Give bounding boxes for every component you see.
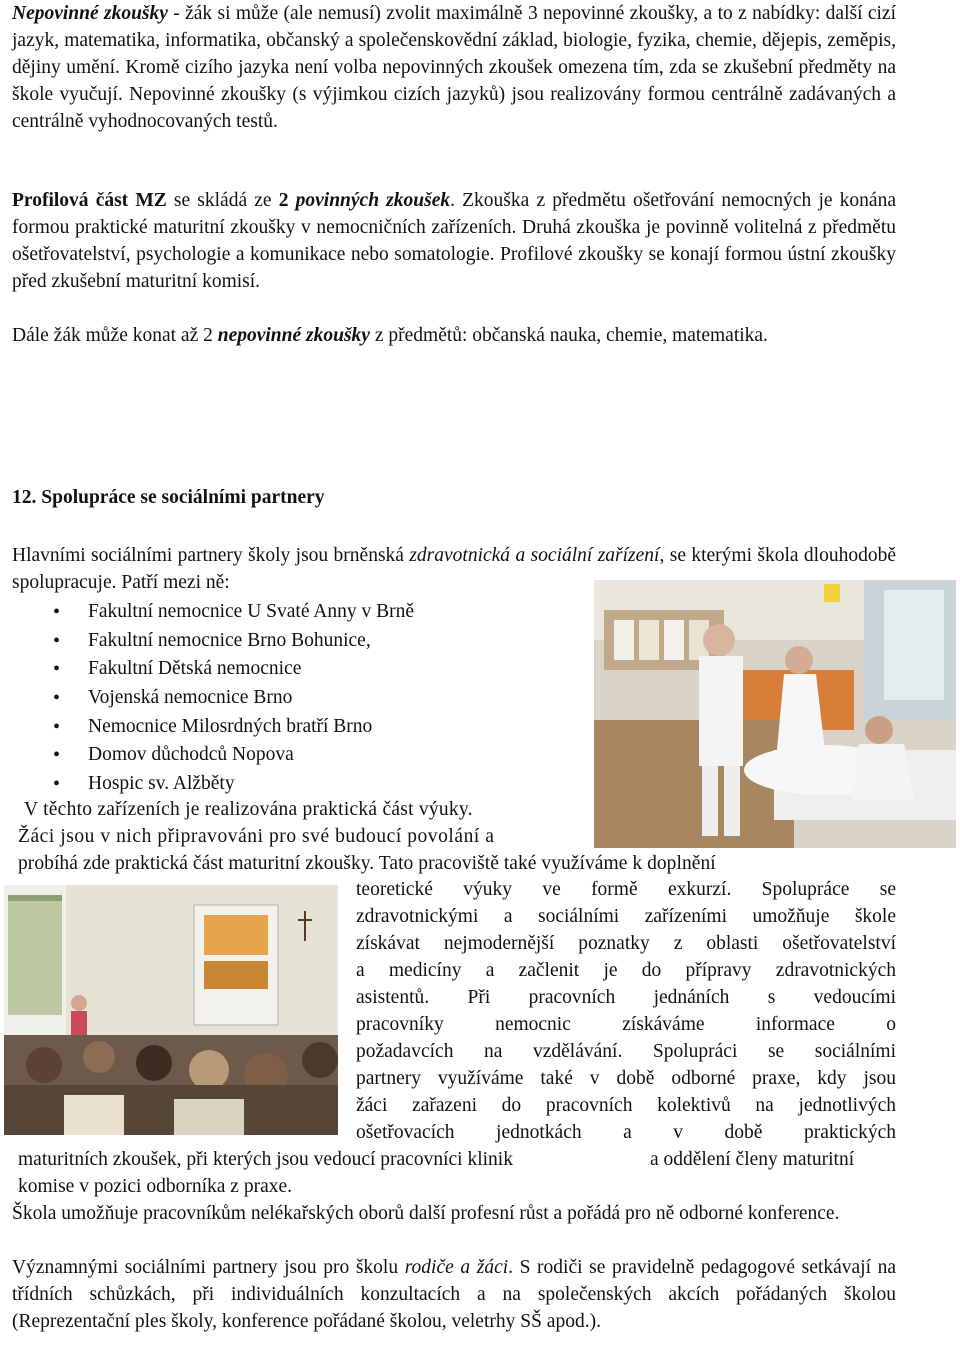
parents-post: . S rodiči se pravidelně pedagogové setkávají na třídních schůzkách, při individuálních konzultacích a na společenských akcích pořádaných školou (Reprezentační ples školy, konference pořádané školou, veletrhy SŠ apod.). [12, 1257, 896, 1332]
optional-subjects-text: z předmětů: občanská nauka, chemie, matematika. [369, 325, 768, 346]
list-item: • Hospic sv. Alžběty [12, 770, 572, 799]
column-line: a medicíny a začlenit je do přípravy zdravotnických [356, 960, 896, 981]
partners-list [12, 598, 572, 799]
intro-post: , se kterými škola dlouhodobě spolupracuje. Patří mezi ně: [12, 545, 897, 593]
line-exam-staff-b: a oddělení členy maturitní [650, 1149, 855, 1170]
profile-part-bi: povinných zkoušek [288, 190, 451, 211]
profile-part-mid: se skládá ze [166, 190, 279, 211]
line-practical-exam: probíhá zde praktická část maturitní zkoušky. Tato pracoviště také využíváme k doplnění [18, 853, 716, 874]
optional-subjects-bi: nepovinné zkoušky [217, 325, 370, 346]
line-practical-part: V těchto zařízeních je realizována praktická část výuky. [24, 799, 473, 820]
paragraph-profile-part [12, 187, 896, 295]
nurses-station-photo [594, 580, 956, 848]
list-item: • Fakultní nemocnice U Svaté Anny v Brně [12, 598, 572, 627]
section-heading: 12. Spolupráce se sociálními partnery [12, 487, 325, 508]
list-item: • Nemocnice Milosrdných bratří Brno [12, 713, 572, 742]
optional-exams-lead: Nepovinné zkoušky [12, 3, 168, 24]
profile-part-text: . Zkouška z předmětu ošetřování nemocných je konána formou praktické maturitní zkoušky v nemocničních zařízeních. Druhá zkouška je povinně volitelná z předmětu ošetřovatelství, psychologie a komunikace nebo somatologie. Profilové zkoušky se konají formou ústní zkoušky před zkušební maturitní komisí. [12, 190, 896, 292]
lecture-room-photo [4, 885, 338, 1135]
profile-part-bold: Profilová část MZ [12, 190, 167, 211]
paragraph-parents [12, 1254, 896, 1335]
column-line: požadavcích na vzdělávání. Spolupráci se sociálními [356, 1041, 896, 1062]
optional-exams-text: - žák si může (ale nemusí) zvolit maximálně 3 nepovinné zkoušky, a to z nabídky: další cizí jazyk, matematika, informatika, občanský a společenskovědní základ, biologie, fyzika, chemie, dějepis, zeměpis, dějiny umění. Kromě cizího jazyka není volba nepovinných zkoušek omezena tím, zda se zkušební předměty na škole vyučují. Nepovinné zkoušky (s výjimkou cizích jazyků) jsou realizovány formou centrálně zadávaných a centrálně vyhodnocovaných testů. [12, 3, 896, 132]
list-item: • Domov důchodců Nopova [12, 741, 572, 770]
line-students-prepared: Žáci jsou v nich připravováni pro své budoucí povolání a [18, 826, 495, 847]
list-item: • Vojenská nemocnice Brno [12, 684, 572, 713]
list-item: • Fakultní Dětská nemocnice [12, 655, 572, 684]
column-line: získávat nejmodernější poznatky z oblasti ošetřovatelství [356, 933, 896, 954]
partnership-column [356, 876, 896, 1146]
intro-pre: Hlavními sociálními partnery školy jsou brněnská [12, 545, 410, 566]
column-line: partnery využíváme také v době odborné praxe, kdy jsou [356, 1068, 896, 1089]
optional-subjects-pre: Dále žák může konat až 2 [12, 325, 218, 346]
column-line: ošetřovacích jednotkách a v době praktických [356, 1122, 896, 1143]
parents-pre: Významnými sociálními partnery jsou pro školu [12, 1257, 405, 1278]
column-line: zdravotnickými a sociálními zařízeními umožňuje škole [356, 906, 896, 927]
paragraph-optional-exams [12, 0, 896, 135]
column-line: pracovníky nemocnic získáváme informace o [356, 1014, 896, 1035]
line-exam-commission: komise v pozici odborníka z praxe. [18, 1176, 292, 1197]
intro-italic: zdravotnická a sociální zařízení [409, 545, 660, 566]
profile-part-num: 2 [278, 190, 289, 211]
parents-italic: rodiče a žáci [404, 1257, 509, 1278]
column-line: teoretické výuky ve formě exkurzí. Spolupráce se [356, 879, 896, 900]
column-line: asistentů. Při pracovních jednáních s vedoucími [356, 987, 896, 1008]
column-line: žáci zařazeni do pracovních kolektivů na jednotlivých [356, 1095, 896, 1116]
paragraph-school-growth: Škola umožňuje pracovníkům nelékařských oborů další profesní růst a pořádá pro ně odborné konference. [12, 1203, 840, 1224]
list-item: • Fakultní nemocnice Brno Bohunice, [12, 627, 572, 656]
paragraph-optional-subjects [12, 322, 896, 349]
line-exam-staff-a: maturitních zkoušek, při kterých jsou vedoucí pracovníci klinik [18, 1149, 513, 1170]
